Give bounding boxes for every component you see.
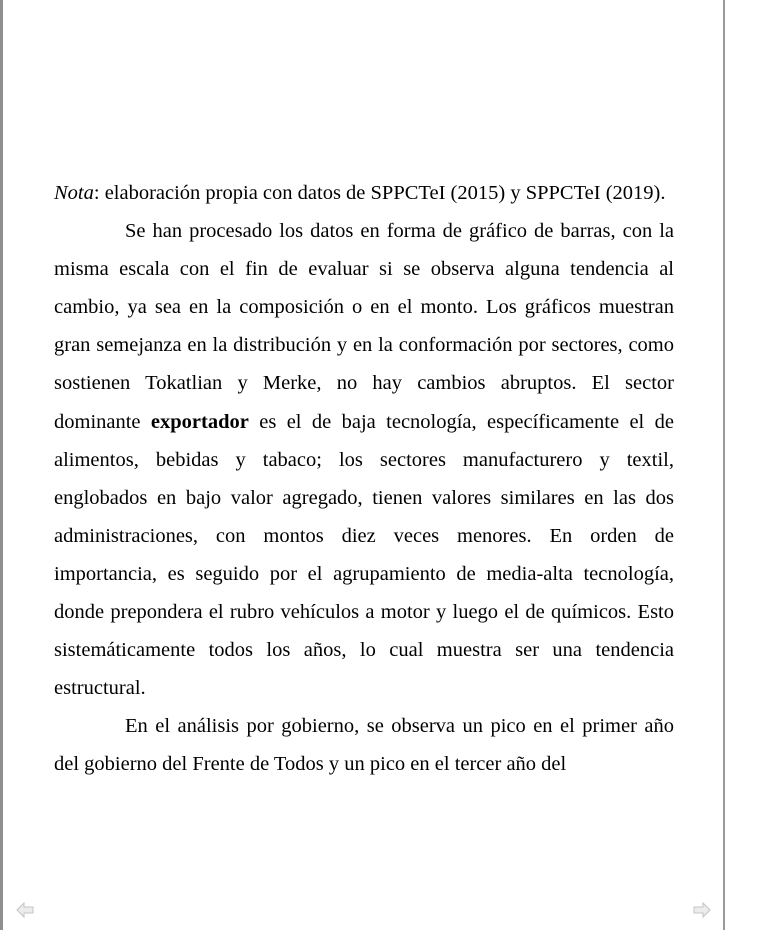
document-body xyxy=(54,174,674,784)
body-paragraph-2 xyxy=(54,707,674,783)
body-paragraph-1 xyxy=(54,212,674,707)
note-label: Nota xyxy=(54,182,94,204)
paragraph-1-part-2: es el de baja tecnología, específicamente el de alimentos, bebidas y tabaco; los sectores manufacturero y textil, englobados en bajo valor agregado, tienen valores similares en las dos administraciones, con montos diez veces menores. En orden de importancia, es seguido por el agrupamiento de media-alta tecnología, donde prepondera el rubro vehículos a motor y luego el de químicos. Esto sistemáticamente todos los años, lo cual muestra ser una tendencia estructural. xyxy=(54,410,674,700)
paragraph-1-part-1: Se han procesado los datos en forma de gráfico de barras, con la misma escala con el fin de evaluar si se observa alguna tendencia al cambio, ya sea en la composición o en el monto. Los gráficos muestran gran semejanza en la distribución y en la conformación por sectores, como sostienen Tokatlian y Merke, no hay cambios abruptos. El sector dominante xyxy=(54,220,674,433)
document-margin-area xyxy=(725,0,768,930)
arrow-right-icon[interactable] xyxy=(693,901,711,919)
paragraph-2-text: En el análisis por gobierno, se observa un pico en el primer año del gobierno del Frente de Todos y un pico en el tercer año del xyxy=(54,715,674,776)
paragraph-1-bold-term: exportador xyxy=(150,410,249,433)
page-left-edge xyxy=(0,0,3,930)
arrow-left-icon[interactable] xyxy=(16,901,34,919)
note-paragraph xyxy=(54,174,674,212)
note-text: : elaboración propia con datos de SPPCTeI (2015) y SPPCTeI (2019). xyxy=(93,182,666,204)
